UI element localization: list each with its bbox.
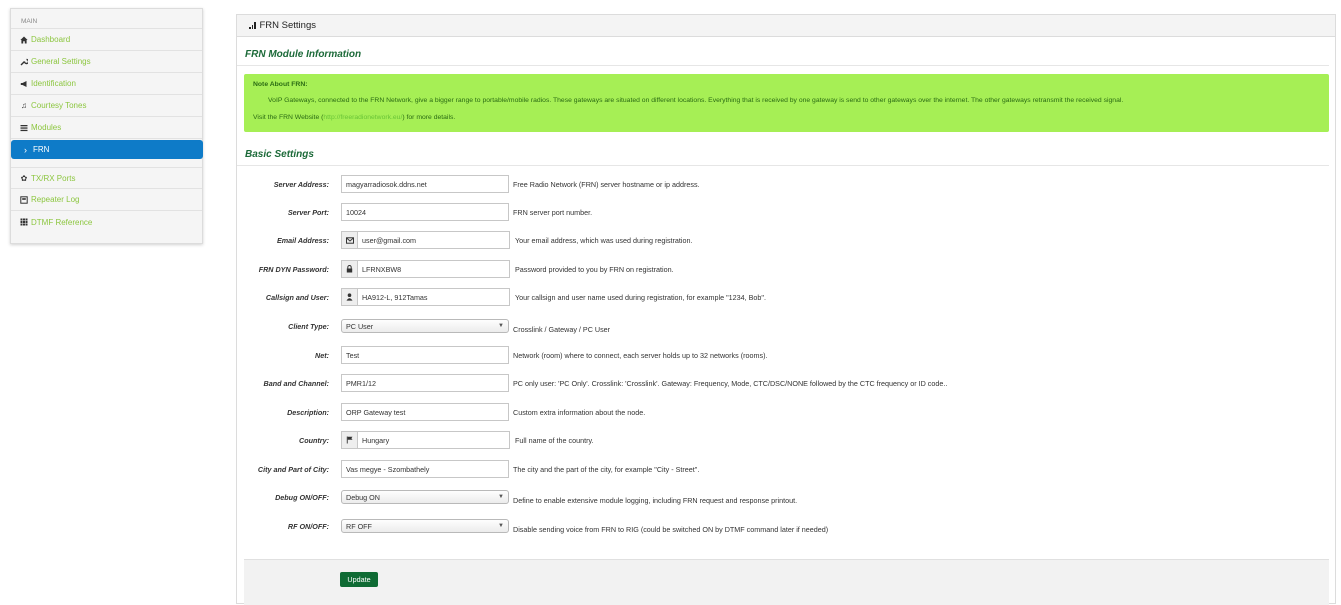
select-value: PC User — [346, 321, 374, 331]
field-label: Description: — [287, 407, 329, 417]
field-label: Debug ON/OFF: — [275, 492, 329, 502]
sidebar-item-label: Dashboard — [31, 35, 71, 44]
field-help: Crosslink / Gateway / PC User — [513, 325, 611, 334]
field-label: Callsign and User: — [265, 292, 329, 302]
row-rf — [237, 517, 1329, 535]
row-password — [237, 260, 1329, 278]
chevron-down-icon: ▼ — [498, 494, 504, 500]
field-label: RF ON/OFF: — [287, 521, 329, 531]
row-debug — [237, 488, 1329, 506]
field-label: City and Part of City: — [257, 464, 329, 474]
field-label: FRN DYN Password: — [258, 264, 329, 274]
field-help: Free Radio Network (FRN) server hostname or ip address. — [513, 179, 700, 189]
sidebar — [10, 8, 203, 244]
field-help: Password provided to you by FRN on registration. — [515, 264, 674, 274]
chevron-right-icon: › — [24, 144, 27, 155]
field-label: Client Type: — [288, 321, 329, 331]
user-icon — [342, 289, 358, 305]
field-label: Email Address: — [276, 235, 329, 245]
sidebar-item-courtesy-tones[interactable] — [11, 95, 202, 117]
row-city — [237, 460, 1329, 478]
field-help: Your callsign and user name used during registration, for example "1234, Bob". — [515, 292, 766, 302]
sidebar-item-label: TX/RX Ports — [31, 173, 76, 183]
row-server-address — [237, 175, 1329, 193]
field-help: Disable sending voice from FRN to RIG (could be switched ON by DTMF command later if needed) — [513, 525, 829, 534]
server-address-input[interactable]: magyarradiosok.ddns.net — [341, 175, 509, 193]
callsign-field[interactable]: HA912-L, 912Tamas — [362, 292, 428, 302]
note-visit-prefix: Visit the FRN Website ( — [253, 114, 324, 121]
list-icon — [19, 124, 29, 132]
sidebar-item-dashboard[interactable] — [11, 29, 202, 51]
sidebar-item-repeater-log[interactable] — [11, 189, 202, 211]
client-type-select[interactable] — [341, 319, 509, 333]
row-net — [237, 346, 1329, 364]
log-icon — [19, 196, 29, 204]
chevron-down-icon: ▼ — [498, 523, 504, 529]
field-label: Server Port: — [287, 207, 329, 217]
field-help: The city and the part of the city, for example "City - Street". — [513, 464, 700, 474]
signal-icon — [249, 22, 256, 29]
field-help: Full name of the country. — [515, 435, 594, 445]
field-help: Custom extra information about the node. — [513, 407, 646, 417]
sidebar-item-label: Modules — [31, 123, 62, 132]
row-callsign — [237, 288, 1329, 306]
form-footer — [244, 559, 1329, 605]
flag-icon — [342, 432, 358, 448]
envelope-icon — [342, 232, 358, 248]
password-input-group[interactable] — [341, 260, 510, 278]
section-title-module-info: FRN Module Information — [237, 49, 1329, 66]
row-client-type — [237, 317, 1329, 335]
sidebar-item-label: General Settings — [31, 57, 91, 66]
net-input[interactable]: Test — [341, 346, 509, 364]
field-help: FRN server port number. — [513, 207, 593, 217]
sidebar-item-tx-rx-ports[interactable] — [11, 167, 202, 189]
note-box — [244, 74, 1329, 132]
note-visit — [253, 114, 1320, 121]
row-band-channel — [237, 374, 1329, 392]
email-input-group[interactable] — [341, 231, 510, 249]
home-icon — [19, 36, 29, 44]
field-help: Define to enable extensive module logging, including FRN request and response printout. — [513, 496, 798, 505]
grid-icon — [19, 218, 29, 226]
update-button[interactable]: Update — [340, 572, 378, 587]
sidebar-item-label: Identification — [31, 79, 76, 88]
music-icon: ♫ — [21, 101, 27, 110]
panel-title: FRN Settings — [259, 20, 316, 31]
sidebar-item-identification[interactable] — [11, 73, 202, 95]
field-label: Net: — [315, 350, 329, 360]
note-visit-suffix: ) for more details. — [402, 114, 456, 121]
sidebar-heading: MAIN — [11, 9, 202, 29]
frn-website-link[interactable]: http://freeradionetwork.eu/ — [323, 114, 403, 121]
panel-header — [237, 15, 1335, 37]
debug-select[interactable] — [341, 490, 509, 504]
callsign-input-group[interactable] — [341, 288, 510, 306]
select-value: RF OFF — [346, 521, 372, 531]
country-field[interactable]: Hungary — [362, 435, 390, 445]
city-input[interactable]: Vas megye - Szombathely — [341, 460, 509, 478]
field-label: Band and Channel: — [263, 378, 329, 388]
rf-select[interactable] — [341, 519, 509, 533]
sidebar-item-label: Repeater Log — [31, 195, 80, 204]
sidebar-item-general-settings[interactable] — [11, 51, 202, 73]
sidebar-item-label: FRN — [33, 145, 50, 154]
field-help: Your email address, which was used during registration. — [515, 235, 693, 245]
field-help: PC only user: 'PC Only'. Crosslink: 'Crosslink'. Gateway: Frequency, Mode, CTC/DSC/NONE followed by the CTC frequency or ID code.. — [513, 378, 948, 388]
bullhorn-icon — [19, 80, 29, 88]
description-input[interactable]: ORP Gateway test — [341, 403, 509, 421]
lock-icon — [342, 261, 358, 277]
sidebar-item-label: Courtesy Tones — [31, 101, 87, 110]
chevron-down-icon: ▼ — [498, 323, 504, 329]
sidebar-item-dtmf-reference[interactable] — [11, 211, 202, 233]
row-description — [237, 403, 1329, 421]
email-field[interactable]: user@gmail.com — [362, 235, 417, 245]
field-label: Country: — [299, 435, 329, 445]
frn-settings-panel — [236, 14, 1336, 604]
row-country — [237, 431, 1329, 449]
sidebar-item-modules[interactable] — [11, 117, 202, 139]
country-input-group[interactable] — [341, 431, 510, 449]
section-title-basic-settings: Basic Settings — [237, 149, 1329, 166]
row-server-port — [237, 203, 1329, 221]
field-help: Network (room) where to connect, each server holds up to 32 networks (rooms). — [513, 350, 768, 360]
select-value: Debug ON — [346, 492, 380, 502]
sidebar-item-label: DTMF Reference — [31, 217, 93, 227]
cog-icon: ✿ — [20, 173, 28, 183]
row-email — [237, 231, 1329, 249]
wrench-icon — [19, 58, 29, 66]
server-port-input[interactable]: 10024 — [341, 203, 509, 221]
note-title: Note About FRN: — [253, 81, 308, 88]
note-description: VoIP Gateways, connected to the FRN Network, give a bigger range to portable/mobile radios. These gateways are situated on different locations. Everything that is received by one gateway is send to other gateways over the internet. The other gateways retransmit the received signal. — [268, 97, 1124, 104]
field-label: Server Address: — [273, 179, 329, 189]
band-channel-input[interactable]: PMR1/12 — [341, 374, 509, 392]
password-field[interactable]: LFRNXBW8 — [362, 264, 402, 274]
sidebar-item-frn[interactable] — [11, 140, 203, 159]
